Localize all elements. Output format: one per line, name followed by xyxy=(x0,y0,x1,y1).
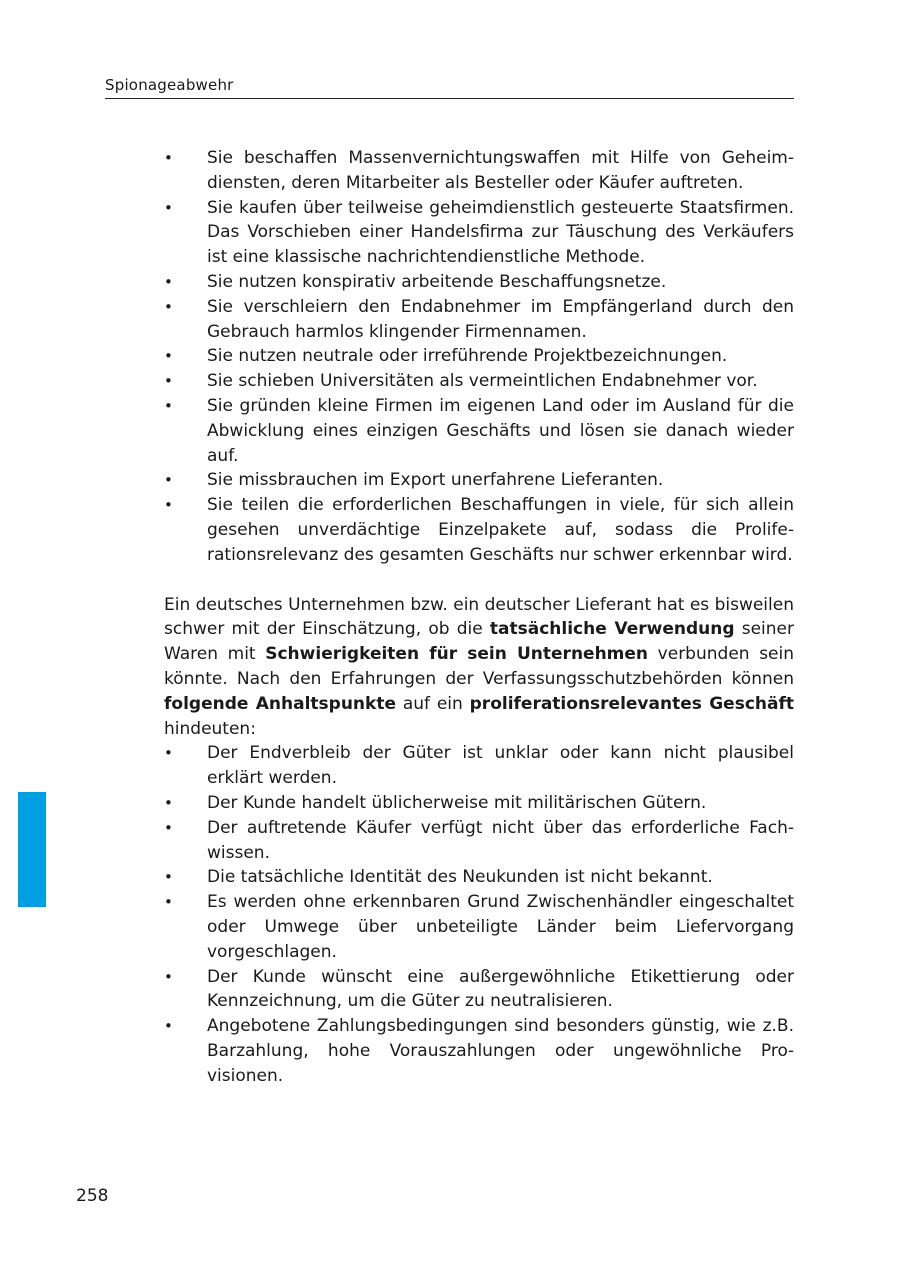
list-item: • Sie teilen die erforderlichen Beschaffungen in viele, für sich allein gesehen unverdächtige Einzelpakete auf, sodass die Proliferationsrelevanz des gesamten Geschäfts nur schwer erkennbar wird. xyxy=(164,495,794,565)
emphasis: proliferationsrelevantes Geschäft xyxy=(469,693,794,714)
bullet-icon: • xyxy=(164,198,173,217)
body-paragraph: Ein deutsches Unternehmen bzw. ein deutscher Lieferant hat es bisweilen schwer mit der Einschätzung, ob die tatsächliche Verwendung seiner Waren mit Schwierigkeiten für sein Unternehmen verbunden sein könnte. Nach den Erfahrungen der Verfassungsschutzbehörden können folgende Anhaltspunkte auf ein proliferationsrelevantes Geschäft hindeuten: xyxy=(164,594,795,739)
bullet-icon: • xyxy=(164,347,173,366)
method-list xyxy=(164,146,794,568)
list-item: • Sie gründen kleine Firmen im eigenen Land oder im Ausland für die Abwicklung eines einzigen Geschäfts und lösen sie danach wieder auf. xyxy=(164,395,794,466)
list-item: • Sie verschleiern den Endabnehmer im Empfängerland durch den Gebrauch harmlos klingender Firmennamen. xyxy=(164,296,794,342)
list-item: • Die tatsächliche Identität des Neukunden ist nicht bekannt. xyxy=(164,865,794,890)
bullet-icon: • xyxy=(164,471,173,490)
list-item: • Der Endverbleib der Güter ist unklar oder kann nicht plausibel erklärt werden. xyxy=(164,743,794,789)
bullet-icon: • xyxy=(164,272,173,291)
list-item: • Sie schieben Universitäten als vermeintlichen Endabnehmer vor. xyxy=(164,369,794,394)
bullet-icon: • xyxy=(164,868,173,887)
bullet-icon: • xyxy=(164,893,173,912)
list-item: • Der auftretende Käufer verfügt nicht über das erforderliche Fachwissen. xyxy=(164,817,794,863)
bullet-icon: • xyxy=(164,1017,173,1036)
list-item: • Der Kunde handelt üblicherweise mit militärischen Gütern. xyxy=(164,791,794,816)
list-item: • Sie missbrauchen im Export unerfahrene Lieferanten. xyxy=(164,468,794,493)
bullet-icon: • xyxy=(164,496,173,515)
emphasis: tatsächliche Verwendung xyxy=(489,619,735,640)
bullet-icon: • xyxy=(164,818,173,837)
bullet-icon: • xyxy=(164,396,173,415)
list-item: • Es werden ohne erkennbaren Grund Zwischenhändler eingeschaltet oder Umwege über unbeteiligte Länder beim Liefervorgang vorgeschlagen. xyxy=(164,892,794,962)
page-number: 258 xyxy=(76,1186,109,1206)
bullet-icon: • xyxy=(164,297,173,316)
emphasis: folgende Anhaltspunkte xyxy=(164,693,396,714)
running-head: Spionageabwehr xyxy=(105,76,794,99)
bullet-icon: • xyxy=(164,793,173,812)
bullet-icon: • xyxy=(164,967,173,986)
main-content xyxy=(164,146,794,1088)
list-item: • Sie nutzen neutrale oder irreführende Projektbezeichnungen. xyxy=(164,344,794,369)
bullet-icon: • xyxy=(164,372,173,391)
list-item: • Sie nutzen konspirativ arbeitende Beschaffungsnetze. xyxy=(164,270,794,295)
list-item: • Sie beschaffen Massenvernichtungswaffen mit Hilfe von Geheimdiensten, deren Mitarbeiter als Besteller oder Käufer auftreten. xyxy=(164,148,794,193)
list-item: • Der Kunde wünscht eine außergewöhnliche Etikettierung oder Kennzeichnung, um die Güter zu neutralisieren. xyxy=(164,966,794,1012)
bullet-icon: • xyxy=(164,149,173,167)
bullet-icon: • xyxy=(164,744,173,763)
indicator-list xyxy=(164,741,794,1088)
chapter-thumb-tab xyxy=(18,792,46,907)
emphasis: Schwierigkeiten für sein Unternehmen xyxy=(265,644,649,665)
list-item: • Sie kaufen über teilweise geheimdienstlich gesteuerte Staatsfirmen. Das Vorschieben einer Handelsfirma zur Täuschung des Verkäufers ist eine klassische nachrichtendienstliche Methode. xyxy=(164,197,794,268)
list-item: • Angebotene Zahlungsbedingungen sind besonders günstig, wie z.B. Barzahlung, hohe Vorauszahlungen oder ungewöhnliche Provisionen. xyxy=(164,1016,794,1086)
